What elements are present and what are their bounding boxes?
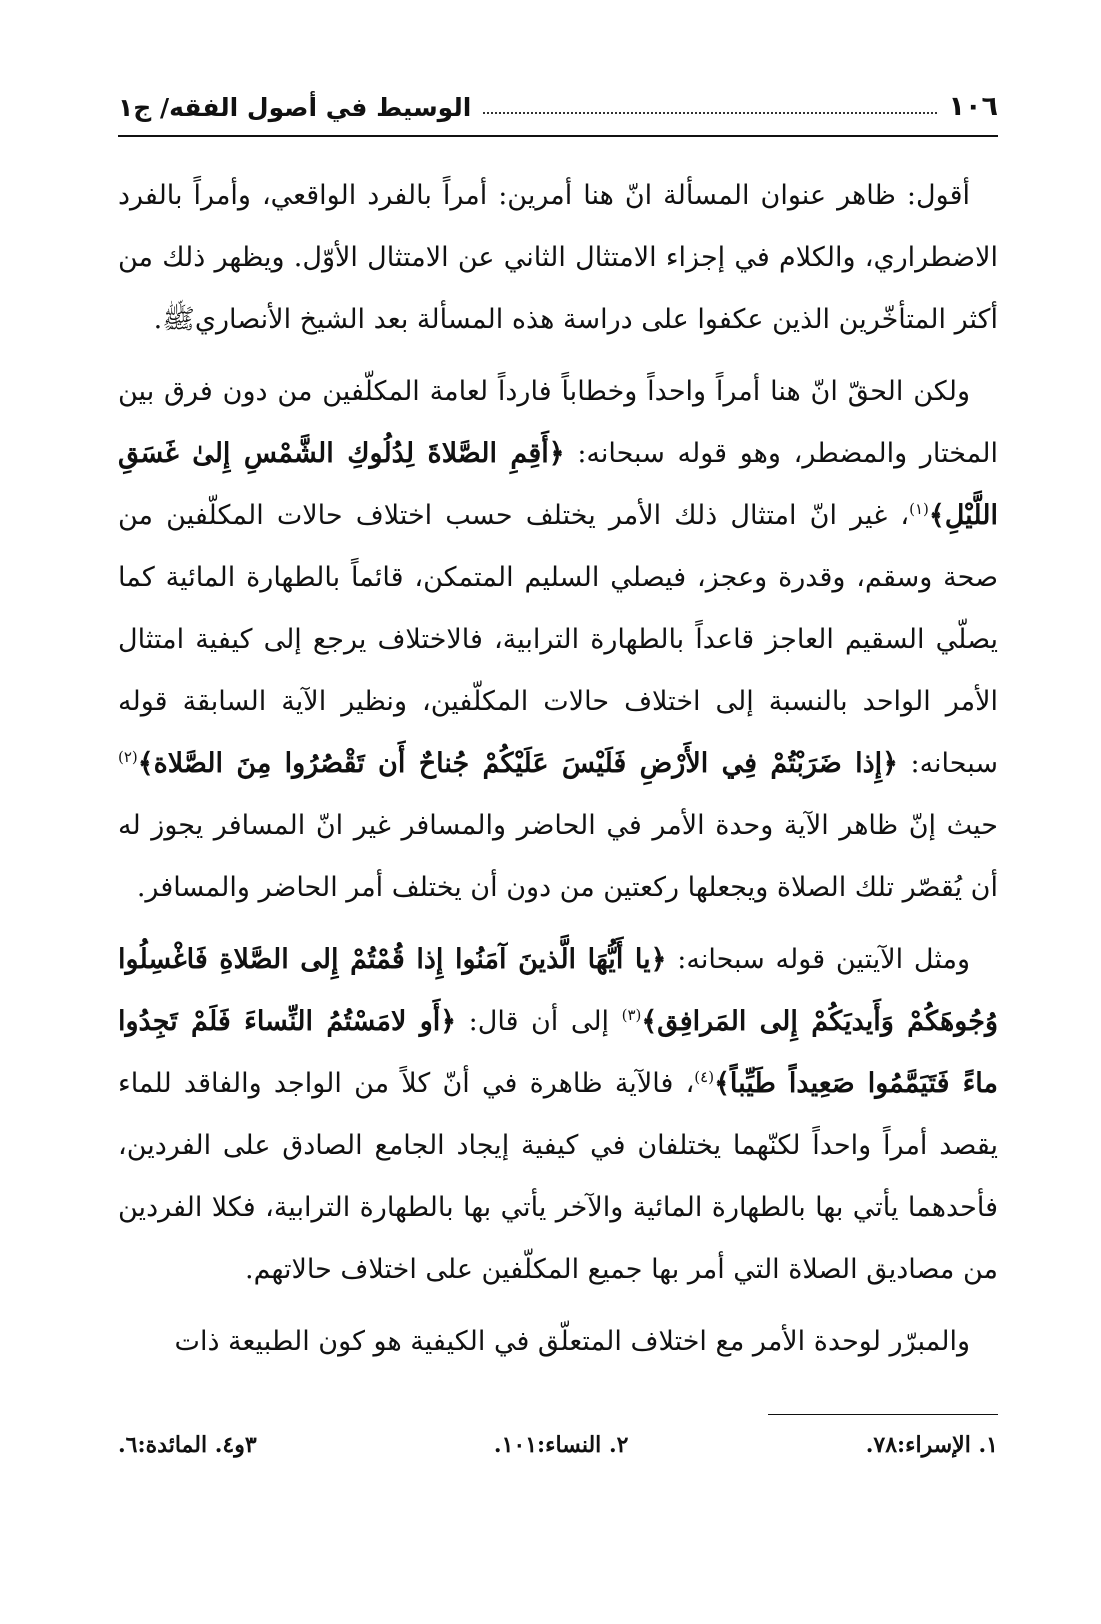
footnote-ref-4: (٤)	[694, 1068, 715, 1086]
paragraph-2-text-a: ولكن الحقّ انّ هنا أمراً واحداً وخطاباً فارداً لعامة المكلّفين من دون فرق بين المختار والمضطر، وهو قوله سبحانه:	[118, 376, 998, 469]
page-number: ١٠٦	[948, 91, 998, 122]
paragraph-2-text-b: ، غير انّ امتثال ذلك الأمر يختلف حسب اختلاف حالات المكلّفين من صحة وسقم، وقدرة وعجز، فيصلي السليم المتمكن، قائماً بالطهارة المائية كما يصلّي السقيم العاجز قاعداً بالطهارة الترابية، فالاختلاف يرجع إلى كيفية امتثال الأمر الواحد بالنسبة إلى اختلاف حالات المكلّفين، ونظير الآية السابقة قوله سبحانه:	[118, 500, 998, 779]
main-text	[118, 165, 998, 1383]
quran-verse-nisa: ﴿إِذا ضَرَبْتُمْ فِي الأَرْضِ فَلَيْسَ عَلَيْكُمْ جُناحٌ أَن تَقْصُرُوا مِنَ الصَّلاة﴾	[137, 748, 898, 779]
running-title: الوسيط في أصول الفقه/ ج١	[118, 93, 472, 122]
footnotes	[118, 1432, 998, 1458]
quran-verse-isra: ﴿أَقِمِ الصَّلاةَ لِدُلُوكِ الشَّمْسِ إِلىٰ غَسَقِ اللَّيْلِ﴾	[118, 438, 998, 531]
paragraph-2-text-c: حيث إنّ ظاهر الآية وحدة الأمر في الحاضر والمسافر غير انّ المسافر يجوز له أن يُقصّر تلك الصلاة ويجعلها ركعتين من دون أن يختلف أمر الحاضر والمسافر.	[118, 810, 998, 903]
paragraph-2	[118, 361, 998, 919]
paragraph-3-text-a: ومثل الآيتين قوله سبحانه:	[677, 944, 970, 975]
honorific: ﷺ.	[153, 304, 195, 335]
quran-verse-maidah-1: ﴿يا أَيُّهَا الَّذينَ آمَنُوا إِذا قُمْتُمْ إِلى الصَّلاةِ فَاغْسِلُوا وُجُوهَكُمْ وَأَيديَكُمْ إِلى المَرافِق﴾	[118, 944, 998, 1037]
quran-verse-maidah-2: ﴿أَو لامَسْتُمُ النِّساءَ فَلَمْ تَجِدُوا ماءً فَتَيَمَّمُوا صَعِيداً طَيِّباً﴾	[118, 1006, 998, 1099]
paragraph-3-text-b: إلى أن قال:	[468, 1006, 610, 1037]
paragraph-1-text: أقول: ظاهر عنوان المسألة انّ هنا أمرين: أمراً بالفرد الواقعي، وأمراً بالفرد الاضطراري، والكلام في إجزاء الامتثال الثاني عن الامتثال الأوّل. ويظهر ذلك من أكثر المتأخّرين الذين عكفوا على دراسة هذه المسألة بعد الشيخ الأنصاري	[118, 180, 999, 335]
paragraph-3	[118, 929, 998, 1301]
footnote-ref-3: (٣)	[621, 1006, 642, 1024]
paragraph-4-text: والمبرّر لوحدة الأمر مع اختلاف المتعلّق في الكيفية هو كون الطبيعة ذات	[174, 1326, 970, 1357]
paragraph-3-text-c: ، فالآية ظاهرة في أنّ كلاً من الواجد والفاقد للماء يقصد أمراً واحداً لكنّهما يختلفان في كيفية إيجاد الجامع الصادق على الفردين، فأحدهما يأتي بها بالطهارة المائية والآخر يأتي بها بالطهارة الترابية، فكلا الفردين من مصاديق الصلاة التي أمر بها جميع المكلّفين على اختلاف حالاتهم.	[118, 1068, 998, 1285]
paragraph-4	[118, 1311, 998, 1373]
footnote-2: ٢. النساء:١٠١.	[493, 1432, 629, 1458]
header-rule	[118, 135, 998, 137]
footnote-3: ٣و٤. المائدة:٦.	[118, 1432, 257, 1458]
paragraph-1	[118, 165, 998, 351]
dotted-leader	[483, 112, 936, 114]
footnote-ref-1: (١)	[909, 500, 929, 518]
page-header	[118, 78, 998, 128]
footnote-1: ١. الإسراء:٧٨.	[865, 1432, 998, 1458]
footnote-separator	[768, 1414, 998, 1415]
footnote-ref-2: (٢)	[118, 748, 138, 766]
